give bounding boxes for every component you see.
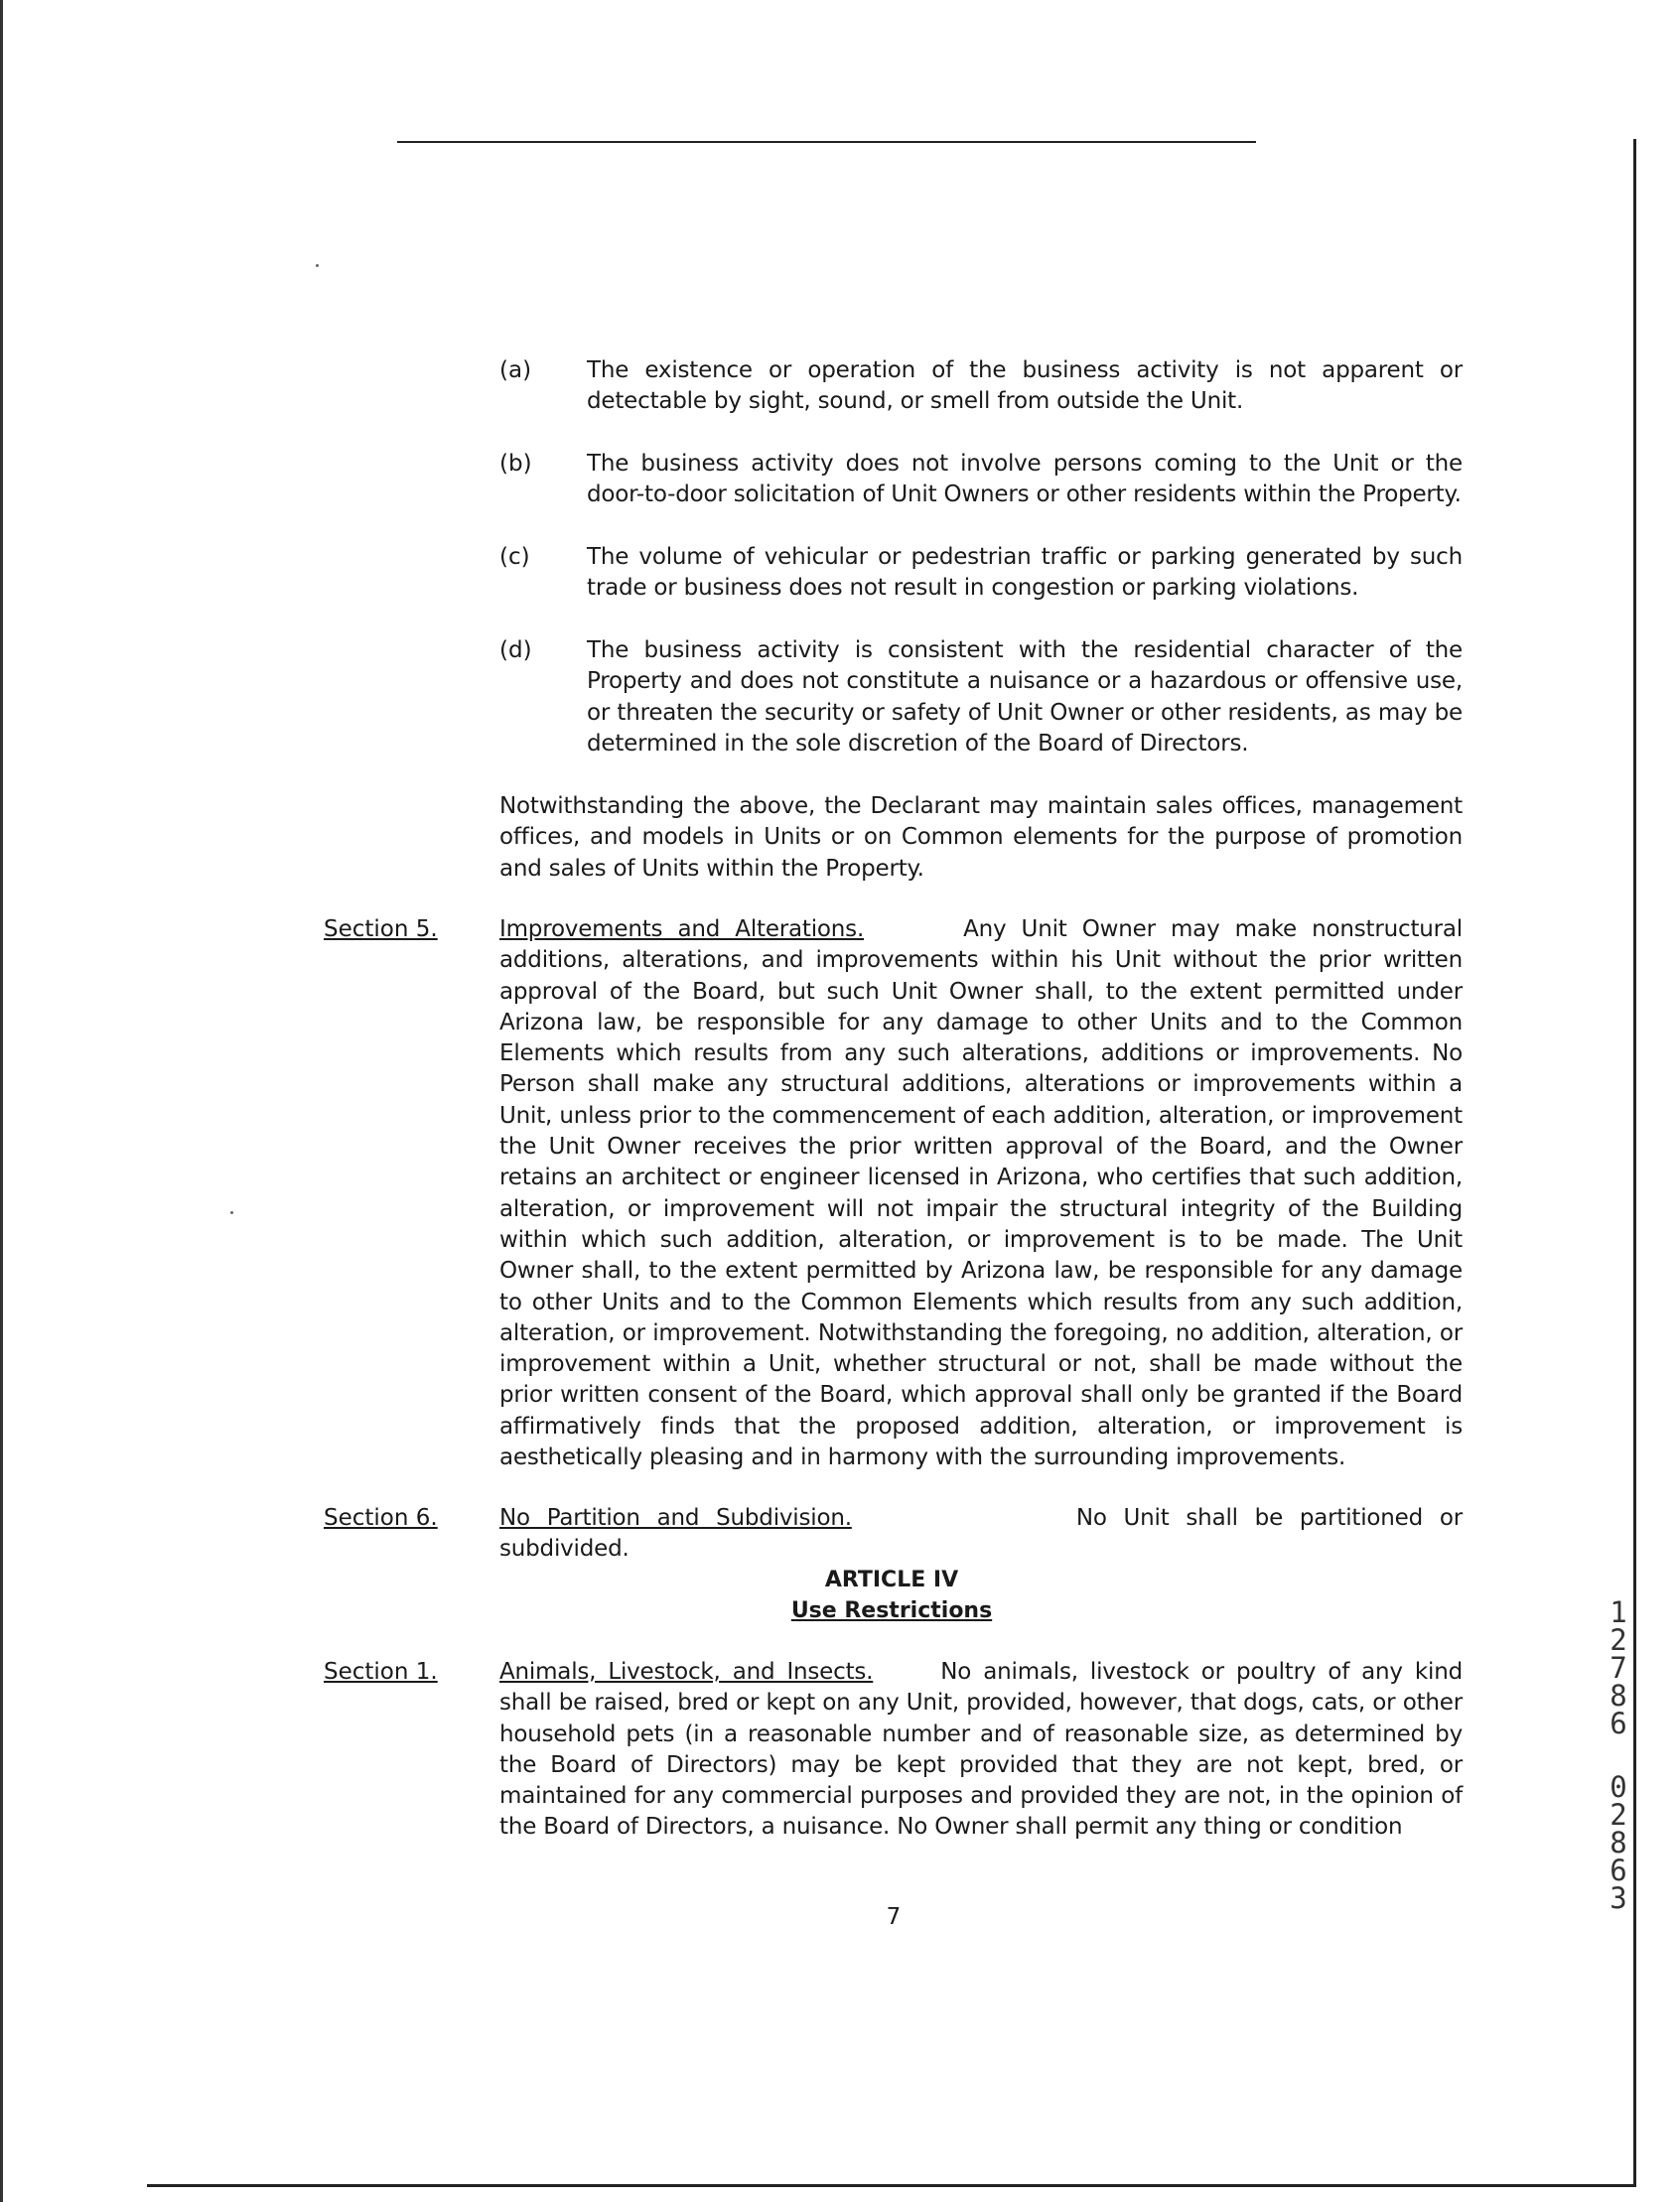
notwithstanding-paragraph: Notwithstanding the above, the Declarant may maintain sales offices, management offices, and models in Units or on Common elements for the purpose of promotion and sales of Units within the Property. [499, 793, 1463, 882]
article-section-1-text: No animals, livestock or poultry of any kind shall be raised, bred or kept on any Unit, provided, however, that dogs, cats, or other household pets (in a reasonable number and of reasonable size, as determined by the Board of Directors) may be kept provided that they are not kept, bred, or maintained for any commercial purposes and provided they are not, in the opinion of the Board of Directors, a nuisance. No Owner shall permit any thing or condition [499, 1659, 1463, 1841]
list-item-label: (b) [499, 451, 532, 477]
top-rule [397, 141, 1256, 143]
list-item-label: (c) [499, 544, 530, 570]
section-6-text: No Unit shall be partitioned or subdivided. [499, 1505, 1464, 1563]
list-item-text: The volume of vehicular or pedestrian traffic or parking generated by such trade or business does not result in congestion or parking violations. [587, 544, 1463, 602]
stamp-digit: 6 [1610, 1854, 1627, 1887]
stamp-digit: 8 [1610, 1826, 1627, 1859]
section-5-label: Section 5. [324, 916, 438, 942]
page-number: 7 [886, 1904, 902, 1930]
section-5-title: Improvements and Alterations. [499, 916, 865, 942]
article-section-1-body [499, 1657, 1463, 1844]
section-6-body [499, 1503, 1463, 1566]
scan-speck [316, 264, 319, 267]
list-item-label: (a) [499, 357, 532, 383]
bottom-rule [147, 2184, 1636, 2187]
list-item-text: The existence or operation of the business activity is not apparent or detectable by sight, sound, or smell from outside the Unit. [587, 357, 1463, 415]
section-5-text: Any Unit Owner may make nonstructural additions, alterations, and improvements within his Unit without the prior written approval of the Board, but such Unit Owner shall, to the extent permitted under Arizona law, be responsible for any damage to other Units and to the Common Elements which results from any such alterations, additions or improvements. No Person shall make any structural additions, alterations or improvements within a Unit, unless prior to the commencement of each addition, alteration, or improvement the Unit Owner receives the prior written approval of the Board, and the Owner retains an architect or engineer licensed in Arizona, who certifies that such addition, alteration, or improvement will not impair the structural integrity of the Building within which such addition, alteration, or improvement is to be made. The Unit Owner shall, to the extent permitted by Arizona law, be responsible for any damage to other Units and to the Common Elements which results from any such addition, alteration, or improvement. Notwithstanding the foregoing, no addition, alteration, or improvement within a Unit, whether structural or not, shall be made without the prior written consent of the Board, which approval shall only be granted if the Board affirmatively finds that the proposed addition, alteration, or improvement is aesthetically pleasing and in harmony with the surrounding improvements. [499, 916, 1463, 1471]
stamp-digit: 7 [1610, 1651, 1627, 1685]
section-5-body [499, 914, 1463, 1473]
article-title: ARTICLE IV [824, 1568, 959, 1592]
scan-speck [230, 1211, 233, 1214]
stamp-digit: 1 [1610, 1595, 1627, 1629]
article-section-1-title: Animals, Livestock, and Insects. [499, 1659, 874, 1685]
list-item-label: (d) [499, 637, 532, 663]
list-item-text: The business activity does not involve persons coming to the Unit or the door-to-door solicitation of Unit Owners or other residents within the Property. [587, 451, 1463, 508]
scan-left-edge [0, 0, 3, 2202]
stamp-digit: 8 [1610, 1679, 1627, 1713]
article-subtitle: Use Restrictions [790, 1598, 993, 1623]
article-heading [499, 1565, 1284, 1626]
article-section-1-label: Section 1. [324, 1659, 438, 1685]
scan-right-edge [1633, 139, 1636, 2184]
section-6-title: No Partition and Subdivision. [499, 1505, 852, 1531]
section-6-label: Section 6. [324, 1505, 438, 1531]
recording-stamp [1607, 1595, 1630, 1915]
stamp-line-2 [1607, 1770, 1630, 1915]
stamp-digit: 2 [1610, 1623, 1627, 1657]
stamp-line-1 [1607, 1595, 1630, 1740]
stamp-digit: 3 [1610, 1881, 1627, 1915]
list-item-text: The business activity is consistent with the residential character of the Property and does not constitute a nuisance or a hazardous or offensive use, or threaten the security or safety of Unit Owner or other residents, as may be determined in the sole discretion of the Board of Directors. [587, 637, 1463, 757]
stamp-digit: 0 [1610, 1770, 1627, 1804]
stamp-digit: 2 [1610, 1798, 1627, 1832]
stamp-digit: 6 [1610, 1707, 1627, 1740]
